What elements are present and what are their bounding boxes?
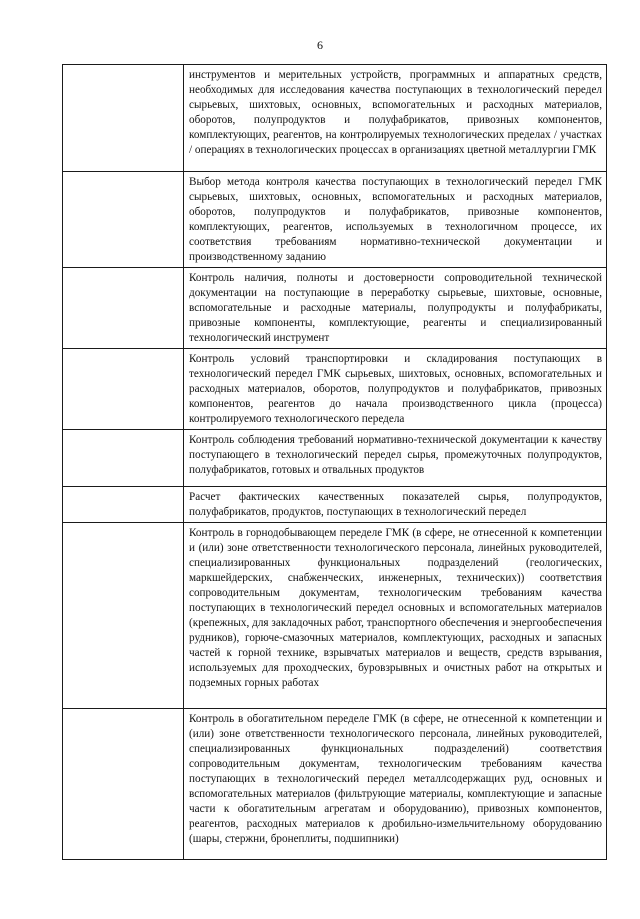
table-row [63,65,607,172]
left-column-cell [63,349,184,430]
action-cell [184,65,607,172]
action-text: инструментов и мерительных устройств, программных и аппаратных средств, необходимых для исследования качества поступающих в технологический передел сырьевых, шихтовых, основных, вспомогательных и расходных материалов, оборотов, полупродуктов и полуфабрикатов, привозных компонентов, комплектующих, реагентов, на контролируемых технологических пределах / участках / операциях в технологических процессах в организациях цветной металлургии ГМК [189,69,602,156]
action-cell [184,172,607,268]
table-row [63,268,607,349]
left-column-cell [63,487,184,523]
action-cell [184,430,607,487]
left-column-cell [63,523,184,709]
page-number: 6 [317,38,323,52]
table-row [63,523,607,709]
table-row [63,487,607,523]
action-text: Выбор метода контроля качества поступающих в технологический передел ГМК сырьевых, шихтовых, основных, вспомогательных и расходных материалов, оборотов, полупродуктов и полуфабрикатов, привозные компонентов, комплектующих, реагентов, используемых в технологичном процессе, их соответствия требованиям нормативно-технической документации и производственному заданию [189,176,602,263]
table-row [63,709,607,860]
left-column-cell [63,430,184,487]
action-text: Контроль соблюдения требований нормативно-технической документации к качеству поступающего в технологический передел сырья, промежуточных полупродуктов, полуфабрикатов, готовых и отвальных продуктов [189,434,602,476]
left-column-cell [63,172,184,268]
action-cell [184,487,607,523]
table-row [63,430,607,487]
action-text: Расчет фактических качественных показателей сырья, полупродуктов, полуфабрикатов, продуктов, поступающих в технологический передел [189,491,602,518]
action-text: Контроль в обогатительном переделе ГМК (в сфере, не отнесенной к компетенции и (или) зоне ответственности технологического персонала, линейных руководителей, специализированных функциональных подразделений) соответствия сопроводительным документам, технологическим требованиям качества поступающих в технологический передел металлсодержащих руд, основных и вспомогательных материалов (фильтрующие материалы, комплектующие и запасные части к обогатительным агрегатам и оборудованию), привозных компонентов, реагентов, расходных материалов к дробильно-измельчительному оборудованию (шары, стержни, бронеплиты, подшипники) [189,713,602,845]
left-column-cell [63,709,184,860]
action-text: Контроль в горнодобывающем переделе ГМК (в сфере, не отнесенной к компетенции и (или) зоне ответственности технологического персонала, линейных руководителей, специализированных функциональных подразделений (геологических, маркшейдерских, снабженческих, инженерных, технических)) соответствия сопроводительным документам, технологическим требованиям качества поступающих в технологический передел основных и вспомогательных материалов (крепежных, для закладочных работ, транспортного обеспечения и энергообеспечения рудников), горюче-смазочных материалов, комплектующих, расходных и запасных частей к горной технике, взрывчатых материалов и веществ, средств взрывания, используемых для проходческих, буровзрывных и очистных работ на открытых и подземных горных работах [189,527,602,689]
action-cell [184,349,607,430]
action-cell [184,709,607,860]
action-cell [184,523,607,709]
action-cell [184,268,607,349]
left-column-cell [63,65,184,172]
left-column-cell [63,268,184,349]
table-row [63,349,607,430]
action-text: Контроль условий транспортировки и складирования поступающих в технологический передел ГМК сырьевых, шихтовых, основных, вспомогательных и расходных материалов, оборотов, полупродуктов и полуфабрикатов, привозных компонентов, реагентов до начала производственного цикла (процесса) контролируемого технологического передела [189,353,602,425]
action-text: Контроль наличия, полноты и достоверности сопроводительной технической документации на поступающие в переработку сырьевые, шихтовые, основные, вспомогательные и расходные материалы, полупродукты и полуфабрикаты, привозные компоненты, комплектующие, реагенты и специализированный технологический инструмент [189,272,602,344]
table-row [63,172,607,268]
labor-functions-table [62,64,607,860]
